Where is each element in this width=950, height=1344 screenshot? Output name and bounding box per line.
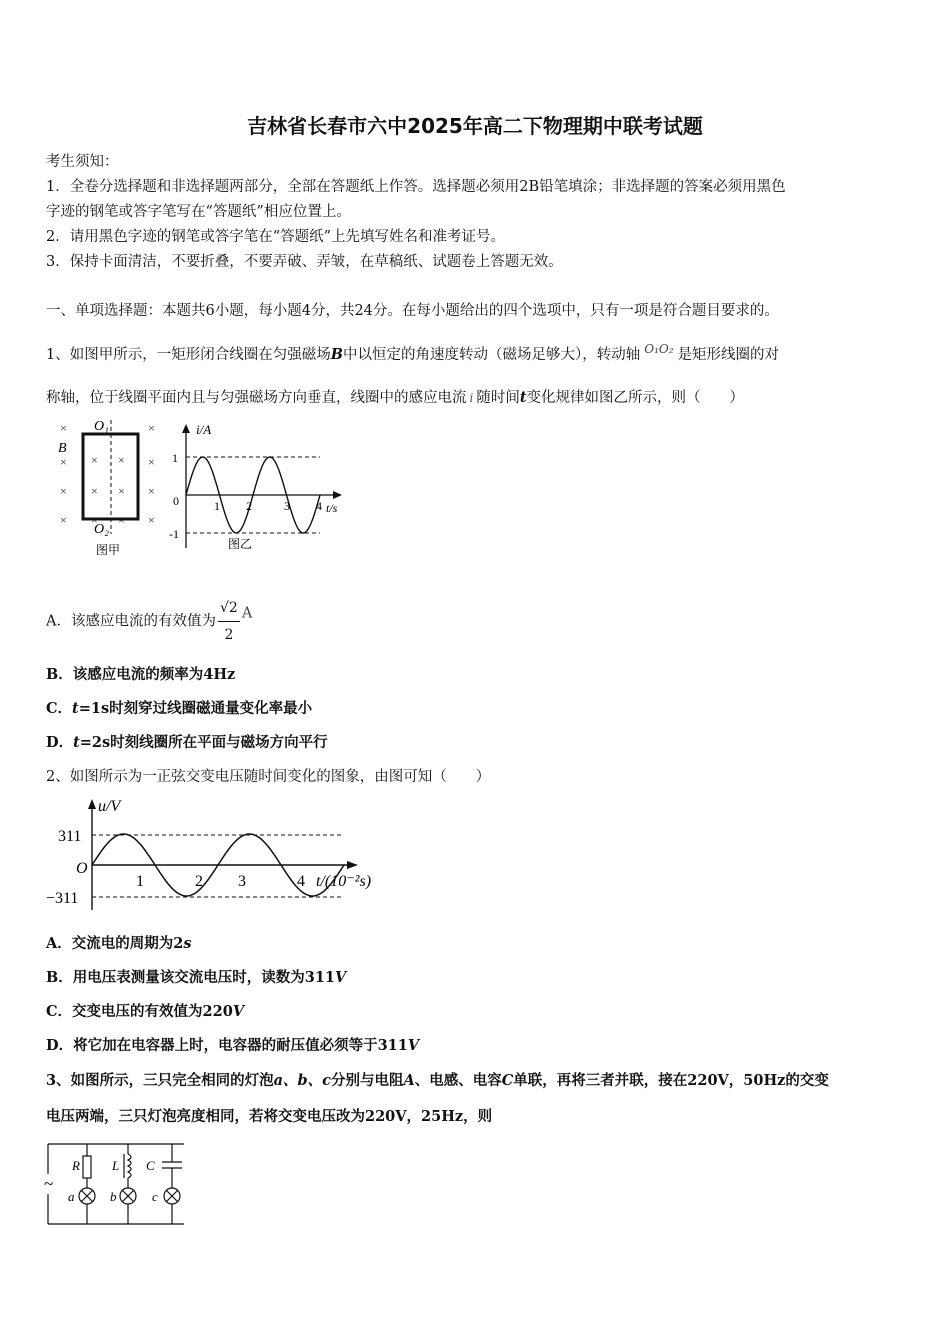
q2-option-D[interactable] (46, 1036, 419, 1056)
x-axis-label: t/(10⁻²s) (316, 873, 372, 890)
x-tick-4: 4 (297, 873, 305, 890)
unit-ampere: A (241, 605, 253, 622)
q1-text: 是矩形线圈的对 (677, 347, 780, 363)
q1-stem-line-1 (46, 339, 779, 365)
x-axis-arrow (333, 491, 342, 499)
cross-mark: × (60, 484, 67, 498)
unit-V: V (407, 1037, 420, 1054)
x-tick-1: 1 (136, 873, 144, 890)
y-axis-label: i/A (196, 422, 212, 437)
y-tick-min: −311 (46, 890, 79, 907)
label-C: C (146, 1158, 155, 1173)
label-a: a (68, 1189, 75, 1204)
fraction-denominator: 2 (224, 627, 234, 643)
cross-mark: × (91, 484, 98, 498)
option-text: =2s时刻线圈所在平面与磁场方向平行 (79, 734, 328, 751)
label-L: L (112, 1158, 120, 1173)
x-tick-1: 1 (214, 499, 220, 513)
q2-stem: 2、如图所示为一正弦交变电压随时间变化的图象，由图可知（ ） (46, 769, 491, 785)
unit-V: V (232, 1003, 245, 1020)
cross-mark: × (91, 453, 98, 467)
unit-s: s (183, 935, 192, 952)
y-tick-1: 1 (172, 451, 178, 465)
cross-mark: × (148, 513, 155, 527)
q3-symbol-C: C (501, 1072, 514, 1089)
symbol-t: t (73, 734, 80, 751)
notice-line-2: 字迹的钢笔或答字笔写在“答题纸”相应位置上。 (46, 204, 351, 220)
cross-mark: × (148, 421, 155, 435)
section-1-heading: 一、单项选择题：本题共6小题，每小题4分，共24分。在每小题给出的四个选项中，只有一项是符合题目要求的。 (46, 303, 779, 319)
cross-mark: × (148, 455, 155, 469)
cross-mark: × (118, 453, 125, 467)
q1-option-A[interactable] (46, 595, 252, 648)
x-tick-2: 2 (195, 873, 203, 890)
q3-text: 、电感、电容 (414, 1072, 502, 1089)
label-b: b (110, 1189, 117, 1204)
cross-mark: × (118, 484, 125, 498)
unit-V: V (335, 969, 347, 986)
label-O1: O₁ (94, 419, 109, 434)
q1-symbol-t: t (519, 389, 527, 406)
figure-caption-yi: 图乙 (228, 537, 253, 551)
q1-symbol-i: i (469, 391, 474, 405)
q1-option-B[interactable]: B．该感应电流的频率为4Hz (46, 666, 236, 683)
q1-symbol-B: B (330, 346, 343, 363)
resistor-R (83, 1156, 91, 1178)
q3-symbol-A: A (403, 1072, 415, 1089)
q1-figure-yi-chart (168, 420, 353, 555)
cross-mark: × (60, 421, 67, 435)
ac-source-symbol: ~ (44, 1174, 54, 1193)
notice-line-1: 1．全卷分选择题和非选择题两部分，全部在答题纸上作答。选择题必须用2B铅笔填涂；非选择题的答案必须用黑色 (46, 179, 786, 195)
q1-option-C[interactable] (46, 699, 312, 719)
symbol-t: t (72, 700, 79, 717)
x-tick-3: 3 (284, 499, 290, 513)
cross-mark: × (91, 513, 98, 527)
notice-heading: 考生须知： (46, 154, 119, 170)
q3-stem-line-2: 电压两端，三只灯泡亮度相同，若将交变电压改为220V，25Hz，则 (46, 1108, 493, 1125)
q1-text: 1、如图甲所示，一矩形闭合线圈在匀强磁场 (46, 347, 331, 363)
q1-axis-symbol: O₁O₂ (644, 342, 674, 356)
notice-line-3: 2．请用黑色字迹的钢笔或答字笔在“答题纸”上先填写姓名和准考证号。 (46, 229, 506, 245)
q1-text: 变化规律如图乙所示，则（ ） (526, 390, 745, 406)
cross-mark: × (60, 455, 67, 469)
sqrt2-over-2-fraction (218, 595, 240, 648)
y-tick-0: 0 (173, 494, 179, 508)
option-text: D． (46, 734, 74, 751)
y-axis-arrow (182, 424, 190, 433)
option-text: C． (46, 700, 73, 717)
x-tick-4: 4 (316, 499, 322, 513)
label-R: R (72, 1158, 80, 1173)
x-tick-3: 3 (238, 873, 246, 890)
q1-stem-line-2 (46, 388, 744, 408)
q3-text: 分别与电阻 (330, 1072, 404, 1089)
q3-circuit-diagram (44, 1138, 194, 1230)
option-text: =1s时刻穿过线圈磁通量变化率最小 (78, 700, 313, 717)
q3-stem-line-1 (46, 1071, 829, 1091)
q3-text: 3、如图所示，三只完全相同的灯泡 (46, 1072, 274, 1089)
q2-option-A[interactable] (46, 934, 192, 954)
option-text: B．用电压表测量该交流电压时，读数为311 (46, 969, 336, 986)
figure-caption-jia: 图甲 (96, 543, 121, 557)
y-tick-max: 311 (58, 828, 82, 845)
label-B: B (58, 441, 67, 456)
cross-mark: × (118, 513, 125, 527)
y-axis-label: u/V (98, 798, 121, 815)
notice-line-4: 3．保持卡面清洁，不要折叠，不要弄破、弄皱，在草稿纸、试题卷上答题无效。 (46, 254, 563, 270)
cross-mark: × (60, 513, 67, 527)
option-text: C．交变电压的有效值为220 (46, 1003, 233, 1020)
option-text: A．交流电的周期为2 (46, 935, 184, 952)
option-text: A．该感应电流的有效值为 (46, 613, 216, 630)
cross-mark: × (148, 484, 155, 498)
inductor-L (128, 1154, 131, 1178)
x-axis-label: t/s (326, 501, 338, 515)
x-tick-2: 2 (246, 499, 252, 513)
q3-bulbs-abc: a、b、c (273, 1072, 331, 1089)
q1-option-D[interactable] (46, 733, 328, 753)
page-title: 吉林省长春市六中2025年高二下物理期中联考试题 (247, 114, 703, 138)
q1-text: 称轴，位于线圈平面内且与匀强磁场方向垂直，线圈中的感应电流 (46, 390, 467, 406)
origin-label: O (76, 860, 88, 877)
q2-option-C[interactable] (46, 1002, 244, 1022)
q3-text: 单联，再将三者并联，接在220V，50Hz的交变 (513, 1072, 829, 1089)
q2-option-B[interactable] (46, 968, 346, 988)
q1-text: 中以恒定的角速度转动（磁场足够大），转动轴 (343, 347, 641, 363)
q2-voltage-chart (44, 795, 404, 915)
q1-figure-jia (50, 416, 175, 561)
label-c: c (152, 1189, 158, 1204)
fraction-numerator: √2 (218, 595, 240, 622)
label-O2: O₂ (94, 522, 109, 537)
q1-text: 随时间 (476, 390, 520, 406)
y-axis-arrow (88, 799, 96, 809)
option-text: D．将它加在电容器上时，电容器的耐压值必须等于311 (46, 1037, 408, 1054)
y-tick-minus-1: -1 (169, 527, 179, 541)
x-axis-arrow (347, 861, 358, 869)
